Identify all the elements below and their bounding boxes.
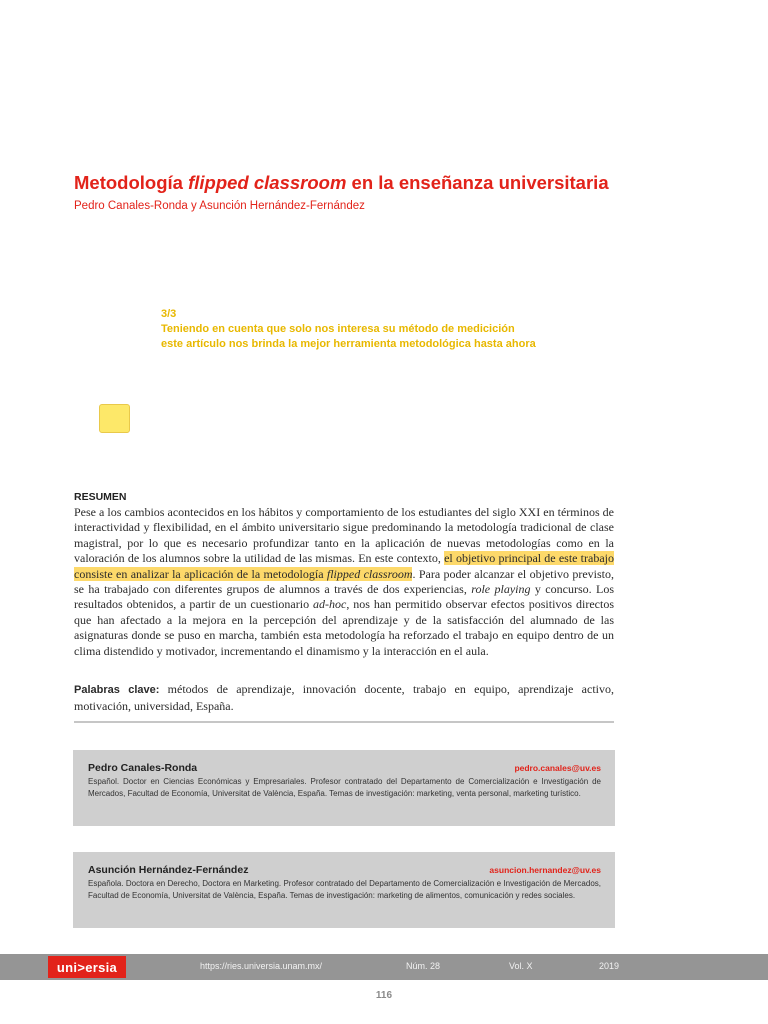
abstract-italic-role: role playing bbox=[471, 582, 531, 597]
callout-line-1: Teniendo en cuenta que solo nos interesa su método de medicición bbox=[161, 323, 515, 335]
article-title bbox=[74, 172, 609, 194]
journal-url-link[interactable]: https://ries.universia.unam.mx/ bbox=[200, 961, 323, 971]
keywords bbox=[74, 682, 614, 714]
abstract-highlight-italic: flipped classroom bbox=[326, 566, 413, 581]
author-bio: Española. Doctora en Derecho, Doctora en Marketing. Profesor contratado del Departamento de Comercialización e Investigación de Mercados, Facultad de Economía, Universitat de València, España. Temas de investigación: marketing de alimentos, comunicación y redes sociales. bbox=[88, 879, 601, 900]
article-authors: Pedro Canales-Ronda y Asunción Hernández-Fernández bbox=[74, 200, 365, 212]
author-box-1 bbox=[73, 750, 615, 826]
abstract-text-mid-1: . Para poder alcanzar el objetivo previsto, se ha trabajado con diferentes grupos de alumnos a través de dos experiencias, bbox=[74, 566, 614, 597]
author-box-2 bbox=[73, 852, 615, 928]
author-name: Pedro Canales-Ronda bbox=[88, 762, 198, 774]
keywords-text: métodos de aprendizaje, innovación docente, trabajo en equipo, aprendizaje activo, motivación, universidad, España. bbox=[74, 682, 614, 713]
author-bio: Español. Doctor en Ciencias Económicas y Empresariales. Profesor contratado del Departamento de Comercialización e Investigación de Mercados, Facultad de Economía, Universitat de València, España. Temas de investigación: marketing, venta personal, marketing turístico. bbox=[88, 777, 601, 798]
publication-year: 2019 bbox=[599, 961, 620, 971]
title-part-1: Metodología bbox=[74, 172, 189, 193]
callout-counter: 3/3 bbox=[161, 308, 177, 320]
title-part-2: en la enseñanza universitaria bbox=[346, 172, 609, 193]
abstract-highlight-text: el objetivo principal de este trabajo consiste en analizar la aplicación de la metodología bbox=[74, 551, 614, 581]
highlight-callout bbox=[161, 307, 536, 352]
issue-number: Núm. 28 bbox=[406, 961, 441, 971]
keywords-label: Palabras clave: bbox=[74, 684, 160, 696]
author-name: Asunción Hernández-Fernández bbox=[88, 864, 249, 876]
abstract-italic-adhoc: ad-hoc bbox=[313, 597, 347, 612]
abstract-text-before: Pese a los cambios acontecidos en los hábitos y comportamiento de los estudiantes del siglo XXI en términos de interactividad y flexibilidad, en el ámbito universitario sigue predominando la metodología tradicional de clase magistral, por lo que es necesario profundizar tanto en la aplicación de nuevas metodologías como en la valoración de los alumnos sobre la utilidad de las mismas. En este contexto, bbox=[74, 505, 614, 566]
callout-line-2: este artículo nos brinda la mejor herramienta metodológica hasta ahora bbox=[161, 338, 536, 350]
section-divider bbox=[74, 721, 614, 723]
volume-number: Vol. X bbox=[509, 961, 533, 971]
sticky-note-icon[interactable] bbox=[99, 404, 130, 433]
abstract-text bbox=[74, 505, 614, 659]
abstract-text-after: , nos han permitido observar efectos positivos directos que han afectado a la mejora en la percepción del aprendizaje y de la satisfacción del alumnado de las asignaturas donde se puso en marcha, también esta metodología ha reforzado el trabajo en equipo dentro de un clima distendido y motivador, incrementando el dinamismo y la interacción en el aula. bbox=[74, 597, 614, 658]
abstract-text-mid-2: y concurso. Los resultados obtenidos, a partir de un cuestionario bbox=[74, 582, 614, 612]
author-email-link[interactable]: asuncion.hernandez@uv.es bbox=[489, 865, 601, 875]
journal-footer bbox=[0, 954, 768, 980]
universia-logo: uni>ersia bbox=[48, 956, 126, 978]
page-number: 116 bbox=[375, 990, 393, 1001]
author-email-link[interactable]: pedro.canales@uv.es bbox=[514, 763, 601, 773]
resumen-heading: RESUMEN bbox=[74, 491, 127, 503]
title-italic: flipped classroom bbox=[188, 172, 347, 193]
